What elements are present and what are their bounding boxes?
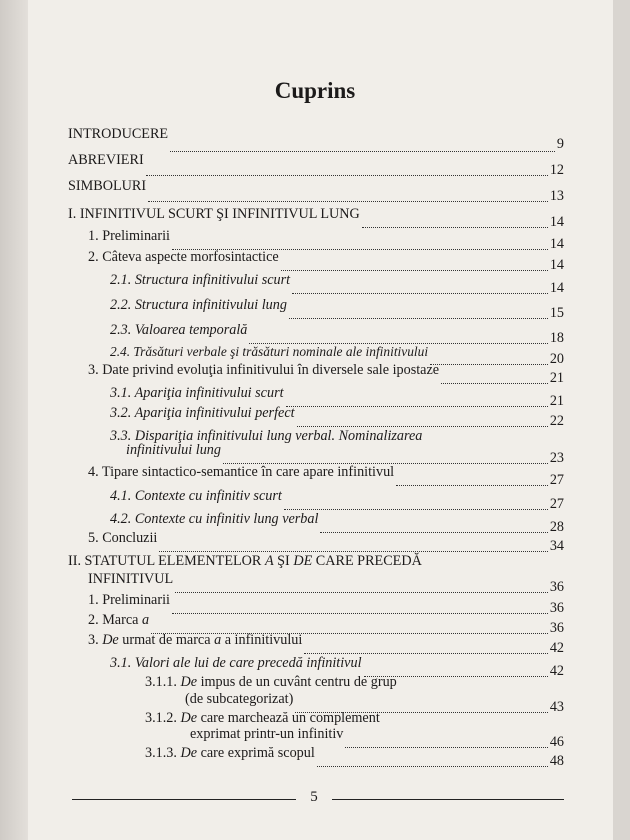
toc-entry-label [145,745,315,762]
toc-entry-page: 48 [549,753,564,769]
toc-entry-3-1 [110,385,564,409]
leader-dots [292,292,548,294]
toc-entry-page: 12 [549,162,564,178]
toc-entry-page: 18 [549,330,564,346]
toc-entry-simboluri [68,178,564,204]
e312-text-a: 3.1.2. [145,710,181,726]
toc-entry-label: 4.2. Contexte cu infinitiv lung verbal [110,511,319,527]
toc-entry-2-4 [110,343,564,367]
leader-dots [297,425,548,427]
toc-entry-page: 36 [549,579,564,595]
toc-entry-abrevieri [68,152,564,178]
toc-entry-label: 2.4. Trăsături verbale şi trăsături nominale ale infinitivului [110,344,429,359]
toc-entry-3-1-2-line1 [145,710,380,727]
toc-entry-2-2 [110,297,564,321]
toc-entry-3-1-1 [185,691,564,715]
footer-rule-right [332,799,564,800]
toc-entry-label: 1. Preliminarii [88,228,170,244]
e312-text-c: care marchează un complement [197,710,380,726]
toc-entry-page: 13 [549,188,564,204]
leader-dots [284,508,548,510]
toc-entry-3-3-line1: 3.3. Dispariţia infinitivului lung verbal. Nominalizarea [110,428,423,444]
toc-entry-chapter-1 [68,206,564,230]
footer-rule-left [72,799,296,800]
toc-entry-label: 4. Tipare sintactico-semantice în care apare infinitivul [88,464,395,480]
e311-text-b: De [180,674,198,690]
leader-dots [146,174,548,176]
toc-entry-label: ABREVIERI [68,152,144,168]
chapter-2-text-c: ŞI [273,553,294,569]
chapter-2-text-b: A [264,553,274,569]
sec2-text-a: 2. Marca [88,612,142,628]
leader-dots [304,652,547,654]
toc-entry-page: 42 [549,640,564,656]
leader-dots [441,382,548,384]
toc-entry-page: 21 [549,370,564,386]
chapter-2-text-d: DE [293,553,313,569]
toc-entry-page: 20 [549,351,564,367]
e313-text-a: 3.1.3. [145,745,181,761]
toc-entry-3-1-values [110,655,564,679]
toc-entry-2-sec1 [88,592,564,616]
toc-entry-3-1-1-line1 [145,674,397,691]
sec3-text-b: De [102,632,119,648]
toc-entry-page: 36 [549,620,564,636]
toc-entry-page: 28 [549,519,564,535]
chapter-2-text-e: CARE PRECEDĂ [312,553,422,569]
toc-entry-label: exprimat printr-un infinitiv [190,726,344,742]
toc-entry-page: 14 [549,214,564,230]
page-edge-shadow [0,0,28,840]
leader-dots [148,200,548,202]
leader-dots [396,484,548,486]
e313-text-c: care exprimă scopul [197,745,315,761]
toc-entry-page: 21 [549,393,564,409]
toc-entry-4-2 [110,511,564,535]
leader-dots [159,550,547,552]
toc-entry-2-sec2 [88,612,564,636]
toc-entry-page: 14 [549,280,564,296]
toc-entry-2-3 [110,322,564,346]
sec3-text-d: a [214,632,222,648]
toc-entry-3-1-2 [190,726,564,750]
sec2-text-b: a [141,612,150,628]
toc-entry-1-4 [88,464,564,488]
toc-entry-page: 36 [549,600,564,616]
toc-entry-page: 9 [556,136,564,152]
toc-entry-chapter-2-line1 [68,553,422,570]
toc-entry-label: 3.1. Apariţia infinitivului scurt [110,385,284,401]
toc-entry-label: SIMBOLURI [68,178,147,194]
toc-entry-label: INFINITIVUL [88,571,174,587]
toc-entry-label: 4.1. Contexte cu infinitiv scurt [110,488,282,504]
toc-entry-page: 43 [549,699,564,715]
toc-entry-chapter-2 [88,571,564,595]
toc-entry-label [88,612,149,629]
toc-entry-label: 1. Preliminarii [88,592,170,608]
toc-entry-label: 2. Câteva aspecte morfosintactice [88,249,279,265]
toc-entry-page: 46 [549,734,564,750]
toc-entry-2-1 [110,272,564,296]
toc-entry-label: (de subcategorizat) [185,691,294,707]
e312-text-b: De [180,710,198,726]
toc-entry-page: 14 [549,236,564,252]
toc-entry-label: I. INFINITIVUL SCURT ŞI INFINITIVUL LUNG [68,206,360,222]
toc-entry-page: 15 [549,305,564,321]
toc-entry-3-1-3 [145,745,564,769]
toc-entry-2-sec3 [88,632,564,656]
toc-entry-page: 34 [549,538,564,554]
toc-entry-3-3 [126,442,564,466]
toc-entry-page: 23 [549,450,564,466]
toc-entry-3-2 [110,405,564,429]
e311-text-a: 3.1.1. [145,674,181,690]
sec3-text-c: urmat de marca [118,632,215,648]
toc-entry-page: 27 [549,472,564,488]
page-title: Cuprins [274,78,356,103]
toc-entry-label: 3.2. Apariţia infinitivului perfect [110,405,295,421]
e313-text-b: De [180,745,198,761]
page-number: 5 [310,789,318,805]
toc-entry-label: 5. Concluzii [88,530,158,546]
toc-entry-label: 2.2. Structura infinitivului lung [110,297,287,313]
toc-entry-page: 22 [549,413,564,429]
toc-entry-label: 3.1. Valori ale lui de care precedă infinitivul [110,655,362,671]
toc-entry-page: 27 [549,496,564,512]
toc-entry-label: INTRODUCERE [68,126,169,142]
toc-entry-label: 2.3. Valoarea temporală [110,322,248,338]
toc-entry-label: infinitivului lung [126,442,221,458]
toc-entry-label [88,632,302,649]
toc-entry-4-1 [110,488,564,512]
leader-dots [317,765,548,767]
leader-dots [281,269,548,271]
toc-entry-label: 2.1. Structura infinitivului scurt [110,272,291,288]
toc-entry-label: 3. Date privind evoluţia infinitivului în diversele sale ipostaze [88,362,440,378]
chapter-2-text-a: II. STATUTUL ELEMENTELOR [68,553,265,569]
toc-entry-introducere [68,126,564,152]
sec3-text-a: 3. [88,632,103,648]
toc-entry-page: 14 [549,257,564,273]
toc-entry-1-3 [88,362,564,386]
toc-entry-1-5 [88,530,564,554]
toc-entry-1-1 [88,228,564,252]
e311-text-c: impus de un cuvânt centru de grup [197,674,397,690]
toc-entry-page: 42 [549,663,564,679]
toc-entry-1-2 [88,249,564,273]
leader-dots [289,317,548,319]
sec3-text-e: a infinitivului [221,632,303,648]
